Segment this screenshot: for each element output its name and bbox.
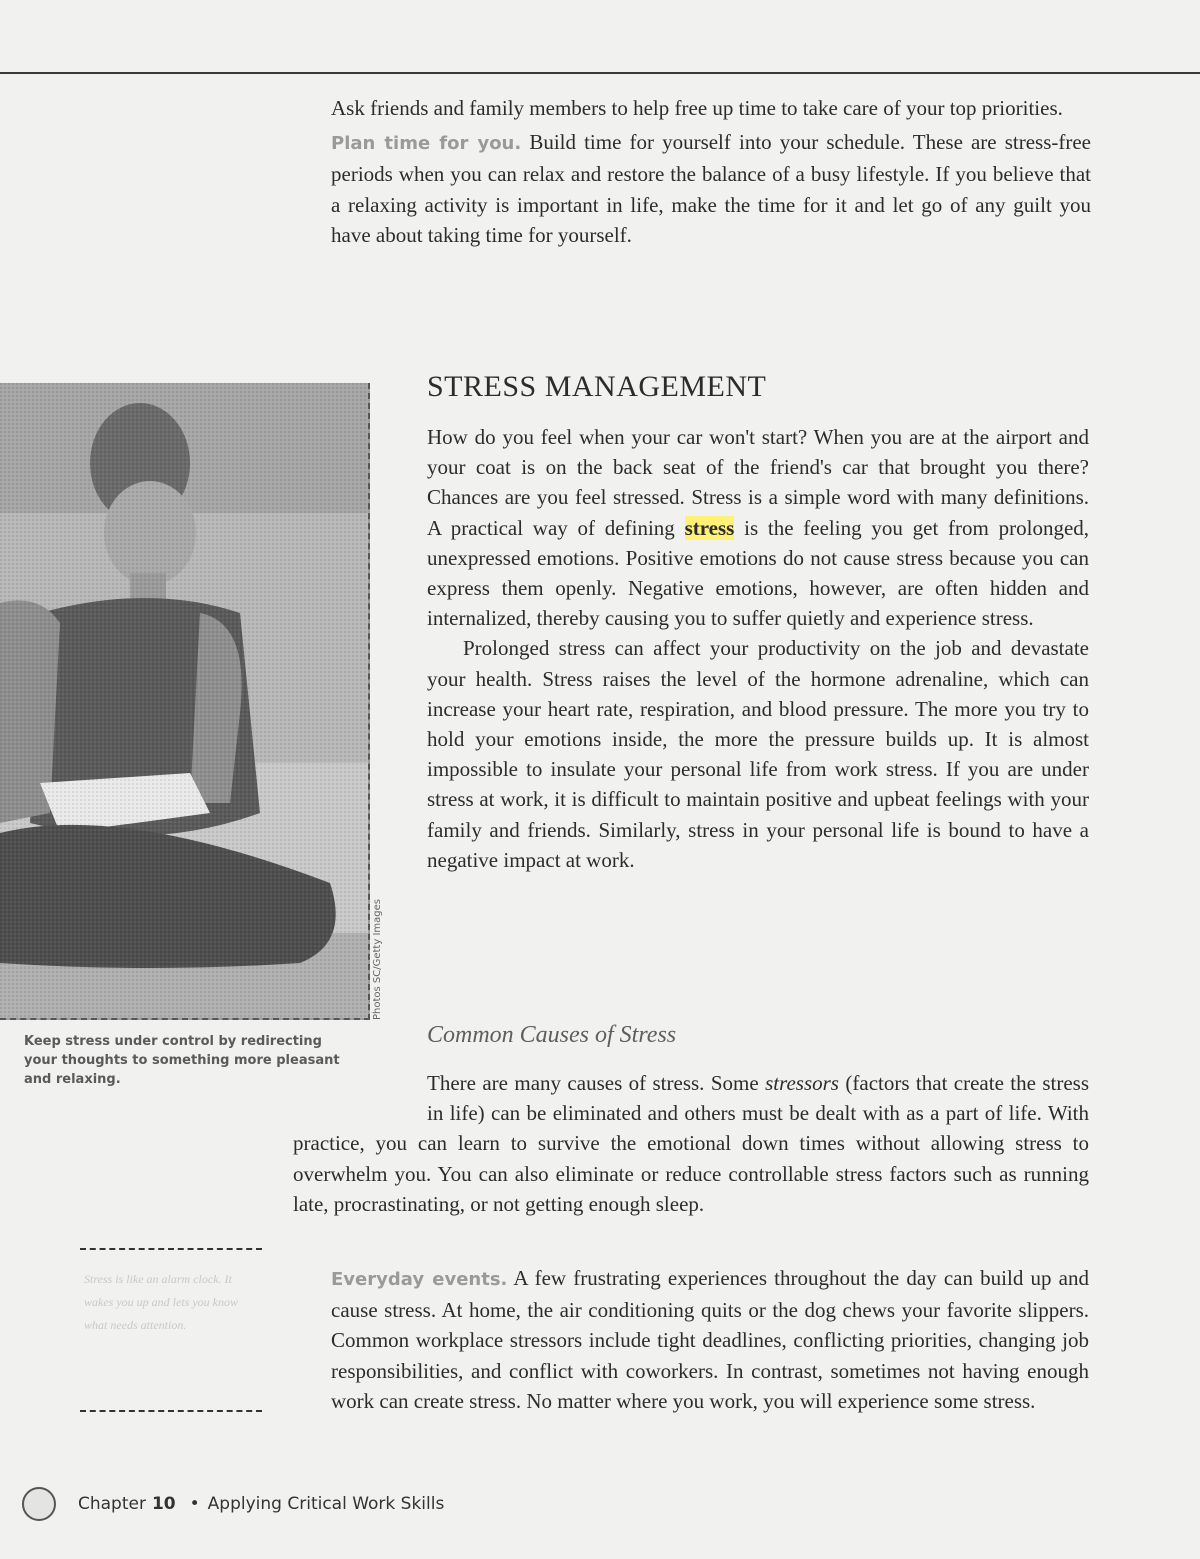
causes-text-end: (factors that create the stress in life) can be eliminated and others must be dealt with as a part of life. With practice, you can learn to survive the emotional down times without allowing stress to overwhelm you. You can also eliminate or reduce controllable stress factors such as running late, procrastinating, or not getting enough sleep. (293, 1071, 1090, 1216)
key-term-stressors: stressors (765, 1071, 839, 1095)
key-term-stress: stress (684, 515, 735, 540)
stress-photo (0, 383, 370, 1020)
causes-text-start: There are many causes of stress. Some (427, 1071, 759, 1095)
intro-paragraph: Ask friends and family members to help free up time to take care of your top priorities. (331, 96, 1063, 120)
everyday-events-text: A few frustrating experiences throughout the day can build up and cause stress. At home, the air conditioning quits or the dog chews your favorite slippers. Common workplace stressors include tight deadlines, conflicting priorities, changing job responsibilities, and conflict with coworkers. In contrast, sometimes not having enough work can create stress. No matter where you work, you will experience some stress. (331, 1266, 1089, 1413)
section-heading: STRESS MANAGEMENT (427, 370, 767, 403)
footer-chapter-label: Chapter (78, 1494, 146, 1514)
stress-management-body (427, 422, 1089, 875)
photo-caption: Keep stress under control by redirecting your thoughts to something more pleasant and relaxing. (24, 1034, 340, 1087)
footer-bullet: • (189, 1494, 200, 1514)
causes-body (293, 1068, 1089, 1219)
woman-reading-illustration (0, 383, 368, 1018)
photo-credit: Photos SC/Getty Images (372, 899, 383, 1020)
everyday-events-section (331, 1263, 1089, 1416)
margin-note (80, 1248, 262, 1412)
top-rule (0, 72, 1200, 74)
margin-note-text: Stress is like an alarm clock. It wakes you up and lets you know what needs attention. (84, 1272, 238, 1332)
page-number-circle (22, 1487, 56, 1521)
footer-chapter-number: 10 (151, 1494, 176, 1514)
text-wrap-spacer (293, 1068, 427, 1128)
everyday-events-paragraph (331, 1263, 1089, 1416)
prolonged-stress-paragraph: Prolonged stress can affect your productivity on the job and devastate your health. Stress raises the level of the hormone adrenaline, which can increase your heart rate, respiration, and blood pressure. The more you try to hold your emotions inside, the more the pressure builds up. It is almost impossible to insulate your personal life from work stress. If you are under stress at work, it is difficult to maintain positive and upbeat feelings with your family and friends. Similarly, stress in your personal life is bound to have a negative impact at work. (427, 636, 1089, 872)
definition-text-end: is the feeling you get from prolonged, unexpressed emotions. Positive emotions do not cause stress because you can express them openly. Negative emotions, however, are often hidden and internalized, thereby causing you to suffer quietly and experience stress. (427, 515, 1090, 631)
footer-chapter-title: Applying Critical Work Skills (207, 1494, 445, 1514)
page-footer (22, 1486, 444, 1522)
intro-section (331, 93, 1091, 254)
causes-subheading: Common Causes of Stress (427, 1022, 677, 1048)
plan-time-lead: Plan time for you. (331, 132, 522, 154)
plan-time-text: Build time for yourself into your schedule. These are stress-free periods when you can relax and restore the balance of a busy lifestyle. If you believe that a relaxing activity is important in life, make the time for it and let go of any guilt you have about taking time for yourself. (331, 129, 1091, 247)
definition-text-start: How do you feel when your car won't start? When you are at the airport and your coat is on the back seat of the friend's car that brought you there? Chances are you feel stressed. Stress is a simple word with many definitions. A practical way of defining (427, 425, 1089, 540)
everyday-events-lead: Everyday events. (331, 1269, 508, 1290)
plan-time-paragraph (331, 127, 1091, 251)
stress-definition-paragraph (427, 422, 1089, 633)
causes-paragraph (293, 1068, 1089, 1219)
